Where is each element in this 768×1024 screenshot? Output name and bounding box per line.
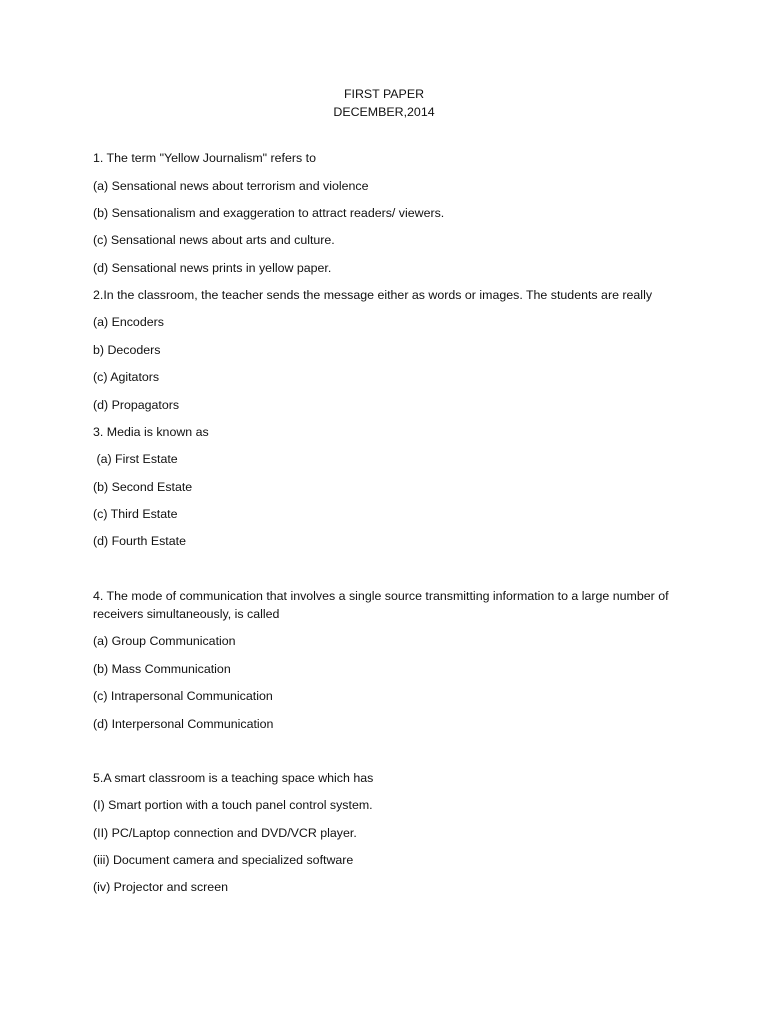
question-5-option-1: (I) Smart portion with a touch panel control system.	[93, 798, 373, 812]
question-1-option-b: (b) Sensationalism and exaggeration to attract readers/ viewers.	[93, 206, 445, 220]
question-3-option-c: (c) Third Estate	[93, 507, 178, 521]
question-2-option-b: b) Decoders	[93, 343, 161, 357]
paper-title: FIRST PAPER	[343, 87, 425, 101]
question-4-option-a: (a) Group Communication	[93, 634, 236, 648]
question-4-option-d: (d) Interpersonal Communication	[93, 717, 274, 731]
question-1-stem: 1. The term "Yellow Journalism" refers to	[93, 151, 316, 165]
question-1-option-d: (d) Sensational news prints in yellow paper.	[93, 261, 332, 275]
question-1-option-c: (c) Sensational news about arts and culture.	[93, 233, 335, 247]
question-2-stem: 2.In the classroom, the teacher sends the message either as words or images. The students are really	[93, 288, 653, 302]
question-3-option-d: (d) Fourth Estate	[93, 534, 186, 548]
question-4-stem: 4. The mode of communication that involves a single source transmitting information to a large number of receivers simultaneously, is called	[93, 589, 669, 621]
question-2-option-d: (d) Propagators	[93, 398, 180, 412]
question-1-option-a: (a) Sensational news about terrorism and violence	[93, 179, 369, 193]
question-4-option-b: (b) Mass Communication	[93, 662, 231, 676]
question-5-option-2: (II) PC/Laptop connection and DVD/VCR player.	[93, 826, 357, 840]
question-2-option-c: (c) Agitators	[93, 370, 160, 384]
question-3-option-b: (b) Second Estate	[93, 480, 193, 494]
question-5-option-3: (iii) Document camera and specialized software	[93, 853, 354, 867]
question-5-option-4: (iv) Projector and screen	[93, 880, 228, 894]
paper-date: DECEMBER,2014	[333, 105, 435, 119]
question-3-option-a: (a) First Estate	[93, 452, 178, 466]
question-4-option-c: (c) Intrapersonal Communication	[93, 689, 273, 703]
question-3-stem: 3. Media is known as	[93, 425, 209, 439]
question-2-option-a: (a) Encoders	[93, 315, 164, 329]
question-5-stem: 5.A smart classroom is a teaching space which has	[93, 771, 374, 785]
